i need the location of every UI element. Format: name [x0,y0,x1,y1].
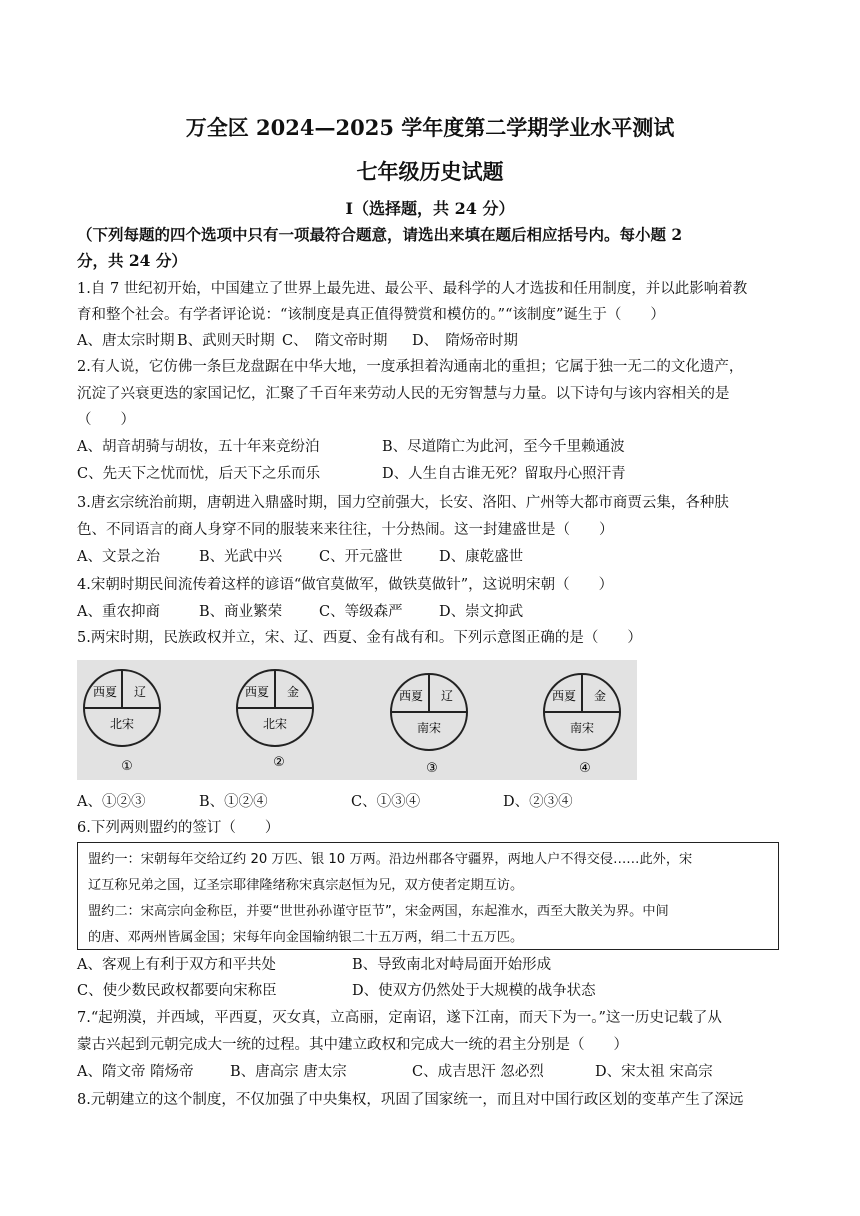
q5-d3-bottom: 南宋 [416,721,442,735]
q5-options [77,792,573,812]
q5-d4-left: 西夏 [551,689,577,703]
q5-diagram-3 [391,674,467,776]
q3-option-b: B、光武中兴 [199,549,283,565]
q7-stem-line-2: 蒙古兴起到元朝完成大一统的过程。其中建立政权和完成大一统的君主分别是（ ） [77,1037,628,1053]
q5-diagram-1 [84,670,160,774]
q8-stem-line-1: 8.元朝建立的这个制度，不仅加强了中央集权，巩固了国家统一，而且对中国行政区划的变革产生了深远 [77,1092,744,1108]
q3-stem-line-2: 色、不同语言的商人身穿不同的服装来来往往，十分热闹。这一封建盛世是（ ） [77,522,614,538]
exam-subtitle: 七年级历史试题 [356,159,504,184]
q5-diagram-4 [544,674,620,776]
q3-option-d: D、康乾盛世 [439,549,524,565]
q6-options-row-2 [77,981,596,1001]
q2-options-row-1 [77,437,625,457]
q3-option-c: C、开元盛世 [319,549,403,565]
q3-stem-line-1: 3.唐玄宗统治前期，唐朝进入鼎盛时期，国力空前强大，长安、洛阳、广州等大都市商贾云集，各种肤 [77,495,729,511]
q2-stem-line-2: 沉淀了兴衰更迭的家国记忆，汇聚了千百年来劳动人民的无穷智慧与力量。以下诗句与该内容相关的是 [77,386,730,402]
q2-option-b: B、尽道隋亡为此河，至今千里赖通波 [382,439,625,455]
q6-box-line-4: 的唐、邓两州皆属金国；宋每年向金国输纳银二十五万两，绢二十五万匹。 [88,930,524,945]
instruction-line-1: （下列每题的四个选项中只有一项最符合题意，请选出来填在题后相应括号内。每小题 2 [77,225,683,244]
q5-option-c: C、①③④ [351,794,421,810]
q4-option-b: B、商业繁荣 [199,604,283,620]
q5-d1-bottom: 北宋 [109,717,135,731]
q1-stem-line-2: 育和整个社会。有学者评论说：“该制度是真正值得赞赏和模仿的。”“该制度”诞生于（ ） [77,307,665,323]
q6-option-a: A、客观上有利于双方和平共处 [77,957,276,973]
q5-d3-right: 辽 [440,689,454,703]
q5-d4-bottom: 南宋 [569,721,595,735]
q3-options [77,547,523,567]
q1-stem-line-1: 1.自 7 世纪初开始，中国建立了世界上最先进、最公平、最科学的人才选拔和任用制度，并以此影响着教 [77,281,748,297]
q2-stem-line-1: 2.有人说，它仿佛一条巨龙盘踞在中华大地，一度承担着沟通南北的重担；它属于独一无二的文化遗产， [77,359,744,375]
q5-d1-left: 西夏 [92,685,118,699]
q5-option-a: A、①②③ [77,794,146,810]
q6-box-line-2: 辽互称兄弟之国，辽圣宗耶律隆绪称宋真宗赵恒为兄，双方使者定期互访。 [88,878,524,893]
q6-treaty-box [77,842,779,950]
q2-options-row-2 [77,464,626,484]
q7-option-b: B、唐高宗 唐太宗 [230,1064,347,1080]
q7-options [77,1062,713,1082]
q5-d2-right: 金 [286,685,300,699]
q1-option-c: C、 隋文帝时期 [282,333,388,349]
q1-option-a: A、唐太宗时期 [77,333,175,349]
q4-options [77,602,523,622]
q5-d3-number: ③ [426,761,438,776]
q4-option-d: D、崇文抑武 [439,604,524,620]
section-heading: Ⅰ（选择题，共 24 分） [345,199,515,218]
q2-option-d: D、人生自古谁无死？留取丹心照汗青 [382,466,626,482]
q1-options [77,331,518,351]
q2-stem-line-3: （ ） [77,412,135,428]
q7-stem-line-1: 7.“起朔漠，并西域，平西夏，灭女真，立高丽，定南诏，遂下江南，而天下为一。”这一历史记载了从 [77,1010,722,1026]
q4-option-a: A、重农抑商 [77,604,160,620]
q2-option-a: A、胡音胡骑与胡妆，五十年来竞纷泊 [77,439,320,455]
q5-stem-line-1: 5.两宋时期，民族政权并立，宋、辽、西夏、金有战有和。下列示意图正确的是（ ） [77,630,642,646]
q5-diagram-2 [237,670,313,770]
q6-box-line-1: 盟约一：宋朝每年交给辽约 20 万匹、银 10 万两。沿边州郡各守疆界，两地人户不得交侵……此外，宋 [88,852,693,867]
q5-d3-left: 西夏 [398,689,424,703]
q3-option-a: A、文景之治 [77,549,160,565]
q6-stem-line-1: 6.下列两则盟约的签订（ ） [77,820,280,836]
q7-option-a: A、隋文帝 隋炀帝 [77,1064,194,1080]
q5-d2-left: 西夏 [244,685,270,699]
q6-box-line-3: 盟约二：宋高宗向金称臣，并要“世世孙孙谨守臣节”，宋金两国，东起淮水，西至大散关为界。中间 [88,904,669,919]
q5-diagram-image [77,660,637,780]
q5-d1-number: ① [121,759,133,774]
q4-option-c: C、等级森严 [319,604,403,620]
q7-option-c: C、成吉思汗 忽必烈 [412,1064,544,1080]
q5-d4-right: 金 [593,689,607,703]
q1-option-d: D、 隋炀帝时期 [412,333,518,349]
q5-d1-right: 辽 [133,685,147,699]
exam-title: 万全区 2024—2025 学年度第二学期学业水平测试 [185,115,675,140]
q6-options-row-1 [77,955,551,975]
q2-option-c: C、先天下之忧而忧，后天下之乐而乐 [77,466,321,482]
q4-stem-line-1: 4.宋朝时期民间流传着这样的谚语“做官莫做军，做铁莫做针”，这说明宋朝（ ） [77,577,614,593]
q6-option-b: B、导致南北对峙局面开始形成 [352,957,552,973]
instruction-line-2: 分，共 24 分） [77,251,187,270]
q5-d4-number: ④ [579,761,591,776]
q6-option-c: C、使少数民政权都要向宋称臣 [77,983,277,999]
q5-d2-bottom: 北宋 [262,717,288,731]
q5-option-d: D、②③④ [503,794,573,810]
q5-option-b: B、①②④ [199,794,268,810]
q7-option-d: D、宋太祖 宋高宗 [595,1064,713,1080]
q1-option-b: B、武则天时期 [177,333,275,349]
q6-option-d: D、使双方仍然处于大规模的战争状态 [352,983,596,999]
q5-d2-number: ② [273,755,285,770]
